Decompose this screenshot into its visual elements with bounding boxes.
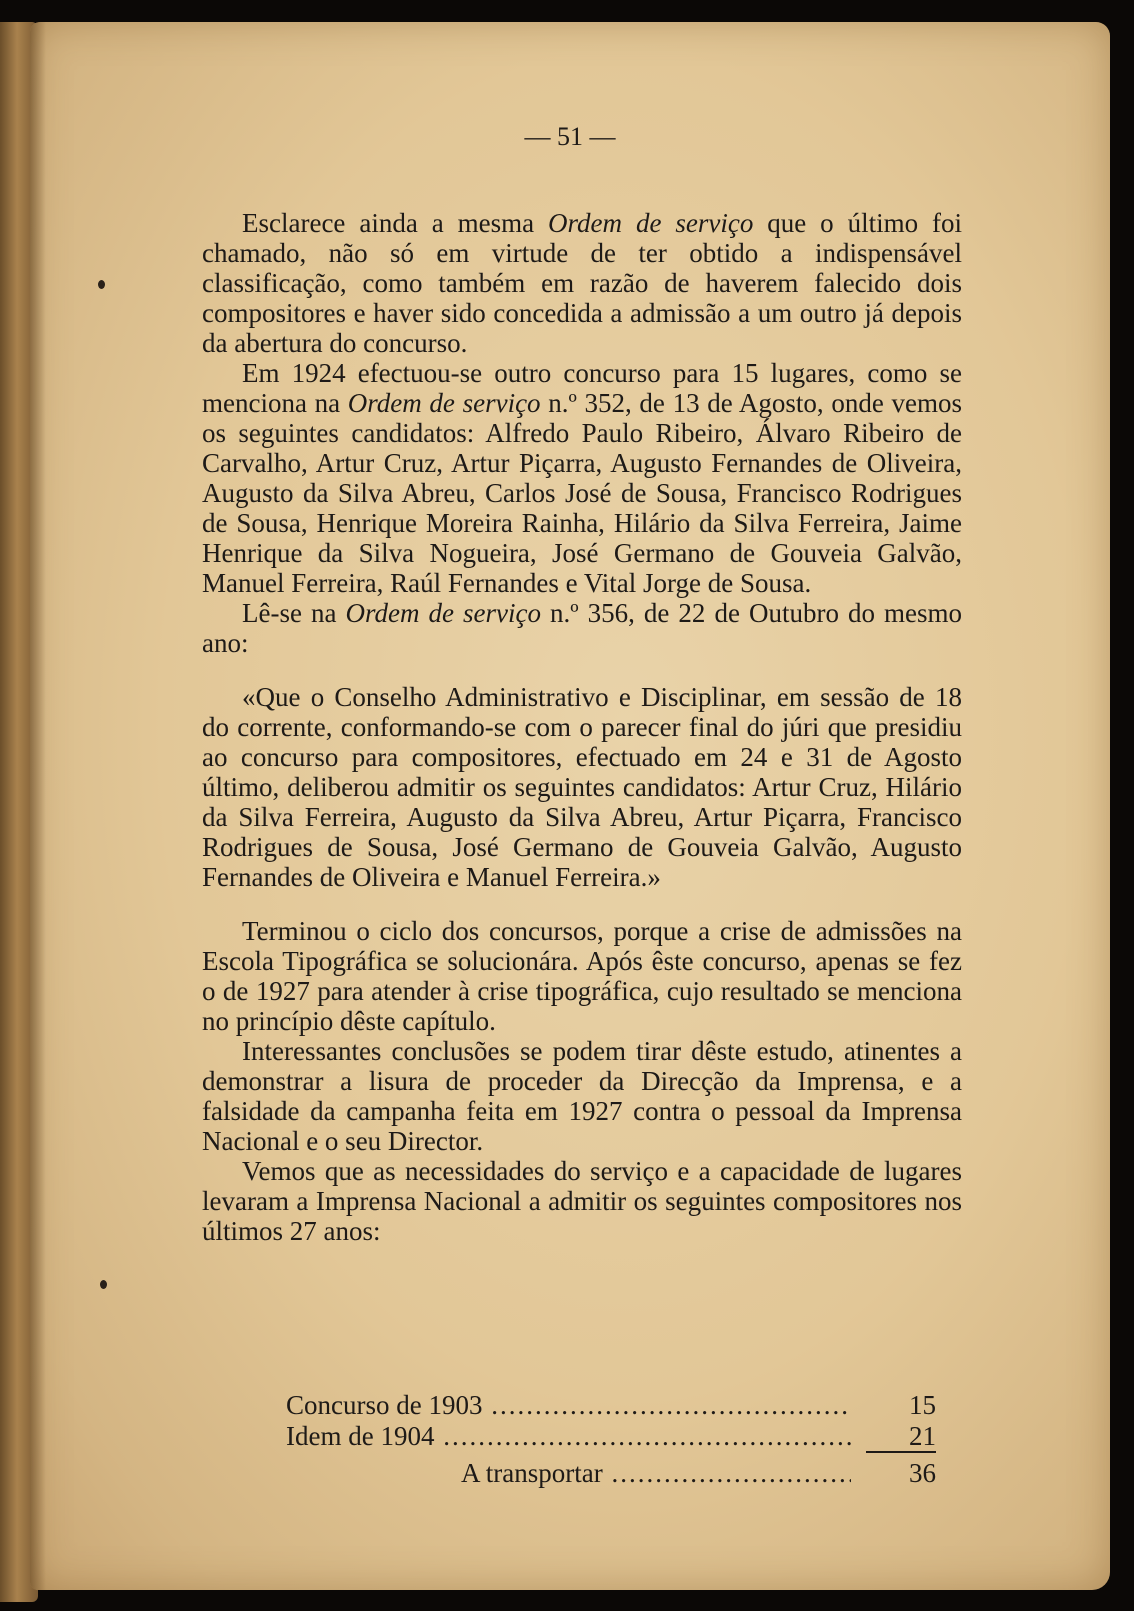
paragraph bbox=[202, 598, 962, 658]
paragraph: Terminou o ciclo dos concursos, porque a crise de admissões na Escola Tipográfica se solucionára. Após êste concurso, apenas se fez o de 1927 para atender à crise tipográfica, cujo resultado se menciona no princípio dêste capítulo. bbox=[202, 916, 962, 1036]
tally-value: 21 bbox=[866, 1421, 936, 1453]
tally-row bbox=[286, 1458, 936, 1489]
paragraph bbox=[202, 208, 962, 358]
paragraph bbox=[202, 358, 962, 598]
tally-value: 36 bbox=[909, 1458, 936, 1488]
margin-mark bbox=[100, 1280, 107, 1289]
text-run: Em 1924 efectuou-se outro concurso para 15 lugares, como se menciona na bbox=[202, 358, 962, 418]
tally-row bbox=[286, 1421, 936, 1452]
italic-title: Ordem de serviço bbox=[345, 598, 541, 628]
text-run: n.º 356, de 22 de Outubro do mesmo ano: bbox=[202, 598, 962, 658]
tally-label: Idem de 1904 ..... bbox=[286, 1421, 851, 1451]
tally-table bbox=[286, 1390, 936, 1489]
tally-row bbox=[286, 1390, 936, 1421]
book-page bbox=[30, 22, 1110, 1590]
text-run: que o último foi chamado, não só em virtude de ter obtido a indispensável classificação, como também em razão de haverem falecido dois compositores e haver sido concedida a admissão a um outro já depois da abertura do concurso. bbox=[202, 208, 962, 358]
paragraph: Interessantes conclusões se podem tirar dêste estudo, atinentes a demonstrar a lisura de proceder da Direcção da Imprensa, e a falsidade da campanha feita em 1927 contra o pessoal da Imprensa Nacional e o seu Director. bbox=[202, 1036, 962, 1156]
text-run: Lê-se na bbox=[242, 598, 346, 628]
italic-title: Ordem de serviço bbox=[548, 208, 754, 238]
tally-label: A transportar ..... bbox=[461, 1458, 851, 1488]
paragraph: Vemos que as necessidades do serviço e a capacidade de lugares levaram a Imprensa Nacional a admitir os seguintes compositores nos últimos 27 anos: bbox=[202, 1156, 962, 1246]
text-run: Esclarece ainda a mesma bbox=[242, 208, 549, 238]
italic-title: Ordem de serviço bbox=[347, 388, 541, 418]
text-run: n.º 352, de 13 de Agosto, onde vemos os seguintes candidatos: Alfredo Paulo Ribeiro, Álvaro Ribeiro de Carvalho, Artur Cruz, Artur Piçarra, Augusto Fernandes de Oliveira, Augusto da Silva Abreu, Carlos José de Sousa, Francisco Rodrigues de Sousa, Henrique Moreira Rainha, Hilário da Silva Ferreira, Jaime Henrique da Silva Nogueira, José Germano de Gouveia Galvão, Manuel Ferreira, Raúl Fernandes e Vital Jorge de Sousa. bbox=[202, 388, 962, 598]
margin-mark bbox=[98, 280, 105, 289]
body-text bbox=[202, 208, 962, 1246]
page-number: — 51 — bbox=[524, 122, 616, 151]
quotation: «Que o Conselho Administrativo e Disciplinar, em sessão de 18 do corrente, conformando-se com o parecer final do júri que presidiu ao concurso para compositores, efectuado em 24 e 31 de Agosto último, deliberou admitir os seguintes candidatos: Artur Cruz, Hilário da Silva Ferreira, Augusto da Silva Abreu, Artur Piçarra, Francisco Rodrigues de Sousa, José Germano de Gouveia Galvão, Augusto Fernandes de Oliveira e Manuel Ferreira.» bbox=[202, 682, 962, 892]
tally-value: 15 bbox=[909, 1390, 936, 1420]
tally-label: Concurso de 1903 ..... bbox=[286, 1390, 851, 1420]
